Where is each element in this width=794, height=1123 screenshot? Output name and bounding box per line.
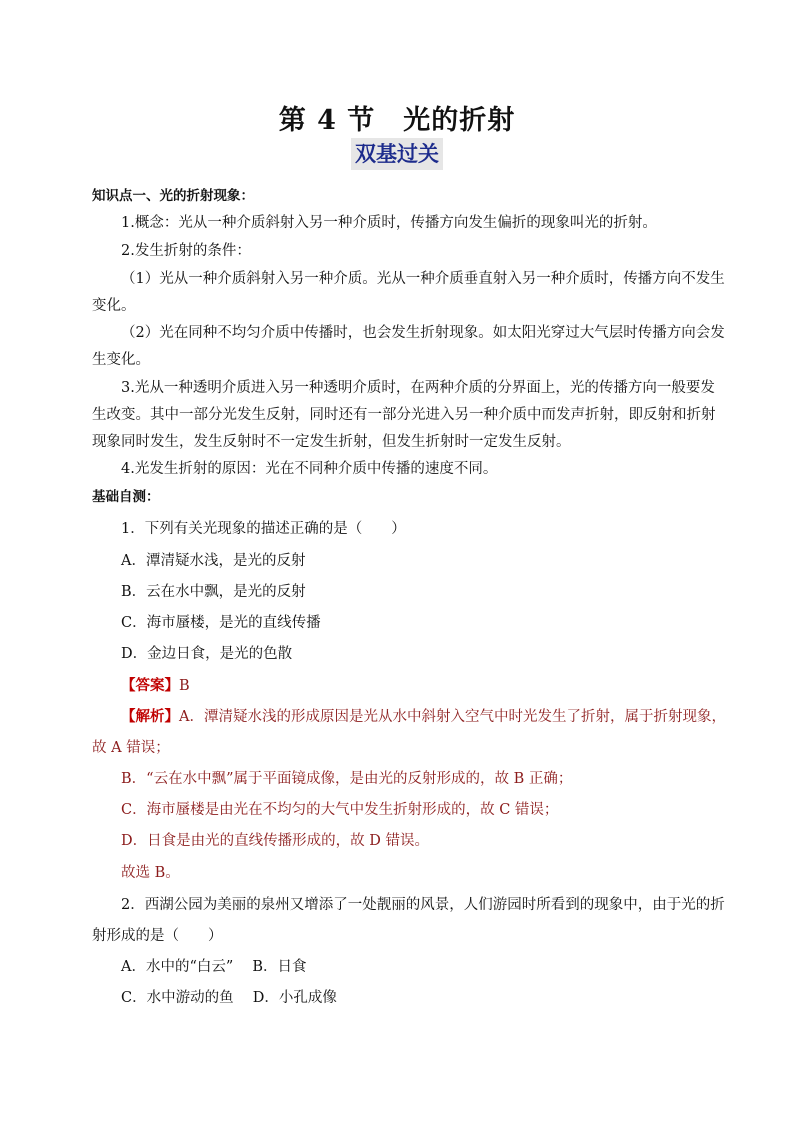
paragraph-condition-1a: （1）光从一种介质斜射入另一种介质。光从一种介质垂直射入另一种介质时，传播方向不发生 xyxy=(121,271,725,287)
question-1-conclusion: 故选 B。 xyxy=(121,865,180,881)
question-1-option-c: C．海市蜃楼，是光的直线传播 xyxy=(121,615,321,631)
question-1-answer xyxy=(121,676,190,696)
question-1-analysis-a2: 故 A 错误； xyxy=(92,740,170,756)
section-heading-knowledge: 知识点一、光的折射现象： xyxy=(92,188,254,204)
answer-tag: 【答案】 xyxy=(121,677,179,694)
question-2-options-ab: A．水中的“白云” B．日食 xyxy=(121,959,307,975)
question-1-option-d: D．金边日食，是光的色散 xyxy=(121,646,293,662)
paragraph-condition-2a: （2）光在同种不均匀介质中传播时，也会发生折射现象。如太阳光穿过大气层时传播方向会发 xyxy=(121,325,725,341)
page-subtitle: 双基过关 xyxy=(351,138,443,170)
question-2-stem-2: 射形成的是（ ） xyxy=(92,928,223,944)
paragraph-interface-a: 3.光从一种透明介质进入另一种透明介质时，在两种介质的分界面上，光的传播方向一般要发 xyxy=(121,380,715,396)
question-2-stem-1: 2．西湖公园为美丽的泉州又增添了一处靓丽的风景，人们游园时所看到的现象中，由于光的折 xyxy=(121,897,725,913)
paragraph-conditions: 2.发生折射的条件： xyxy=(121,243,251,259)
analysis-a-text: A．潭清疑水浅的形成原因是光从水中斜射入空气中时光发生了折射，属于折射现象， xyxy=(179,709,726,725)
paragraph-condition-1b: 变化。 xyxy=(92,298,136,314)
paragraph-condition-2b: 生变化。 xyxy=(92,352,150,368)
paragraph-reason: 4.光发生折射的原因：光在不同种介质中传播的速度不同。 xyxy=(121,461,498,477)
question-1-analysis-a1 xyxy=(121,707,726,727)
answer-value: B xyxy=(179,678,190,694)
subtitle-wrap xyxy=(0,138,794,170)
page-title: 第 4 节 光的折射 xyxy=(278,105,516,136)
paragraph-interface-b: 生改变。其中一部分光发生反射，同时还有一部分光进入另一种介质中而发声折射，即反射和折射 xyxy=(92,407,716,423)
question-1-stem: 1．下列有关光现象的描述正确的是（ ） xyxy=(121,521,406,537)
question-1-option-a: A．潭清疑水浅，是光的反射 xyxy=(121,553,306,569)
analysis-tag: 【解析】 xyxy=(121,708,179,725)
question-1-analysis-d: D．日食是由光的直线传播形成的，故 D 错误。 xyxy=(121,833,429,849)
question-2-options-cd: C．水中游动的鱼 D．小孔成像 xyxy=(121,990,337,1006)
paragraph-concept: 1.概念：光从一种介质斜射入另一种介质时，传播方向发生偏折的现象叫光的折射。 xyxy=(121,215,657,231)
section-heading-selftest: 基础自测： xyxy=(92,489,160,505)
question-1-analysis-c: C．海市蜃楼是由光在不均匀的大气中发生折射形成的，故 C 错误； xyxy=(121,802,559,818)
question-1-analysis-b: B．“云在水中飘”属于平面镜成像，是由光的反射形成的，故 B 正确； xyxy=(121,771,573,787)
paragraph-interface-c: 现象同时发生，发生反射时不一定发生折射，但发生折射时一定发生反射。 xyxy=(92,434,571,450)
question-1-option-b: B．云在水中飘，是光的反射 xyxy=(121,584,306,600)
